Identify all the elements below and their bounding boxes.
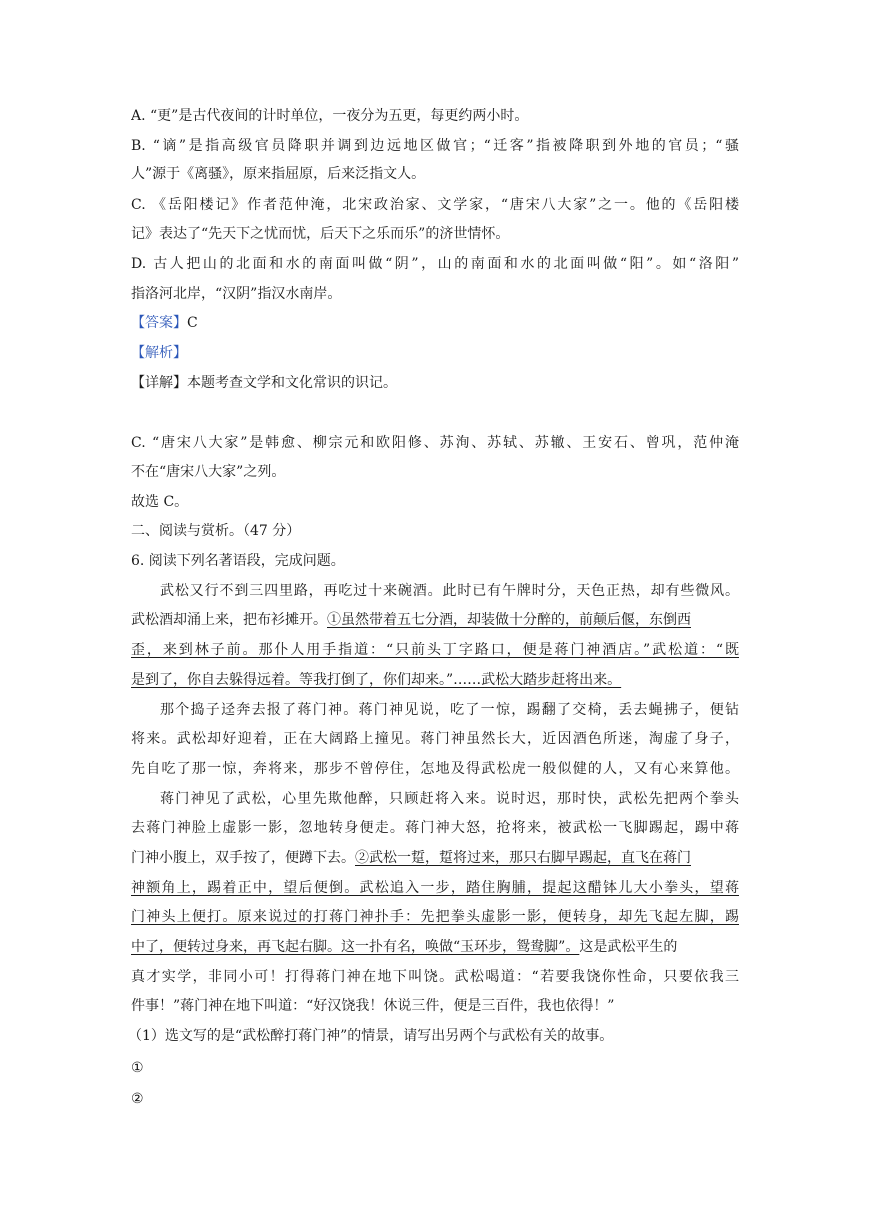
- passage-p3-line2: 去蒋门神脸上虚影一影，忽地转身便走。蒋门神大怒，抢将来，被武松一飞脚踢起，踢中蒋: [131, 820, 739, 836]
- answer-blank-1: ①: [131, 1060, 144, 1076]
- passage-text: 门神小腹上，双手按了，便蹲下去。: [131, 850, 355, 866]
- sub-question-1: （1）选文写的是“武松醉打蒋门神”的情景，请写出另两个与武松有关的故事。: [128, 1028, 614, 1044]
- choose-line: 故选 C。: [131, 494, 189, 510]
- analysis-label: 【解析】: [131, 345, 187, 361]
- passage-p3-line1: 蒋门神见了武松，心里先欺他醉，只顾赶将入来。说时迟，那时快，武松先把两个拳头: [160, 791, 739, 807]
- passage-p3-line6: [131, 937, 739, 959]
- option-b-line2: 人”源于《离骚》，原来指屈原，后来泛指文人。: [131, 166, 426, 182]
- answer-blank-2: ②: [131, 1091, 144, 1107]
- option-c-line1: C. 《岳阳楼记》作者范仲淹，北宋政治家、文学家，“唐宋八大家”之一。他的《岳阳楼: [131, 197, 739, 213]
- answer-value: C: [187, 315, 198, 331]
- passage-p2-line2: 将来。武松却好迎着，正在大阔路上撞见。蒋门神虽然长大，近因酒色所迷，淘虚了身子，: [131, 731, 739, 747]
- passage-p1-line2: [131, 610, 739, 632]
- answer-label: 【答案】: [131, 315, 187, 331]
- passage-p3-line3: [131, 848, 739, 870]
- passage-p2-line1: 那个捣子迳奔去报了蒋门神。蒋门神见说，吃了一惊，踢翻了交椅，丢去蝇拂子，便钻: [160, 702, 739, 718]
- answer-line: [131, 313, 739, 335]
- option-d-line2: 指洛河北岸，“汉阴”指汉水南岸。: [131, 286, 342, 302]
- explain-line2: 不在“唐宋八大家”之列。: [131, 464, 286, 480]
- section-heading: 二、阅读与赏析。（47 分）: [131, 523, 301, 539]
- passage-p1-line1: 武松又行不到三四里路，再吃过十来碗酒。此时已有午牌时分，天色正热，却有些微风。: [160, 583, 739, 599]
- underlined-sentence-2: ②武松一踅，踅将过来，那只右脚早踢起，直飞在蒋门: [355, 850, 691, 866]
- passage-p3-line8: 件事！”蒋门神在地下叫道：“好汉饶我！休说三件，便是三百件，我也依得！”: [131, 998, 615, 1014]
- underlined-sentence-1: ①虽然带着五七分酒，却装做十分醉的，前颠后偃，东倒西: [327, 612, 691, 628]
- explain-line1: C. “唐宋八大家”是韩愈、柳宗元和欧阳修、苏洵、苏轼、苏辙、王安石、曾巩，范仲淹: [131, 435, 739, 451]
- underlined-sentence-2-end: 中了，便转过身来，再飞起右脚。这一扑有名，唤做“玉环步，鸳鸯脚”。: [131, 939, 580, 955]
- passage-p3-line5: 门神头上便打。原来说过的打蒋门神扑手：先把拳头虚影一影，便转身，却先飞起左脚，踢: [131, 909, 739, 925]
- option-b-line1: B. “谪”是指高级官员降职并调到边远地区做官；“迁客”指被降职到外地的官员；“骚: [131, 138, 739, 154]
- option-a: A. “更”是古代夜间的计时单位，一夜分为五更，每更约两小时。: [131, 108, 529, 124]
- passage-p3-line7: 真才实学，非同小可！打得蒋门神在地下叫饶。武松喝道：“若要我饶你性命，只要依我三: [131, 969, 739, 985]
- option-c-line2: 记》表达了“先天下之忧而忧，后天下之乐而乐”的济世情怀。: [131, 226, 510, 242]
- passage-text: 武松酒却涌上来，把布衫摊开。: [131, 612, 327, 628]
- passage-p2-line3: 先自吃了那一惊，奔将来，那步不曾停住，怎地及得武松虎一般似健的人，又有心来算他。: [131, 761, 739, 777]
- option-d-line1: D. 古人把山的北面和水的南面叫做“阴”，山的南面和水的北面叫做“阳”。如“洛阳”: [131, 256, 739, 272]
- passage-p1-line4: 是到了，你自去躲得远着。等我打倒了，你们却来。”……武松大踏步赶将出来。: [131, 672, 622, 688]
- question-6: 6. 阅读下列名著语段，完成问题。: [131, 553, 345, 569]
- passage-text: 这是武松平生的: [579, 939, 678, 955]
- passage-p3-line4: 神额角上，踢着正中，望后便倒。武松追入一步，踏住胸脯，提起这醋钵儿大小拳头，望蒋: [131, 880, 739, 896]
- passage-p1-line3: 歪，来到林子前。那仆人用手指道：“只前头丁字路口，便是蒋门神酒店。”武松道：“既: [131, 642, 739, 658]
- detail-line: 【详解】本题考查文学和文化常识的识记。: [131, 375, 397, 391]
